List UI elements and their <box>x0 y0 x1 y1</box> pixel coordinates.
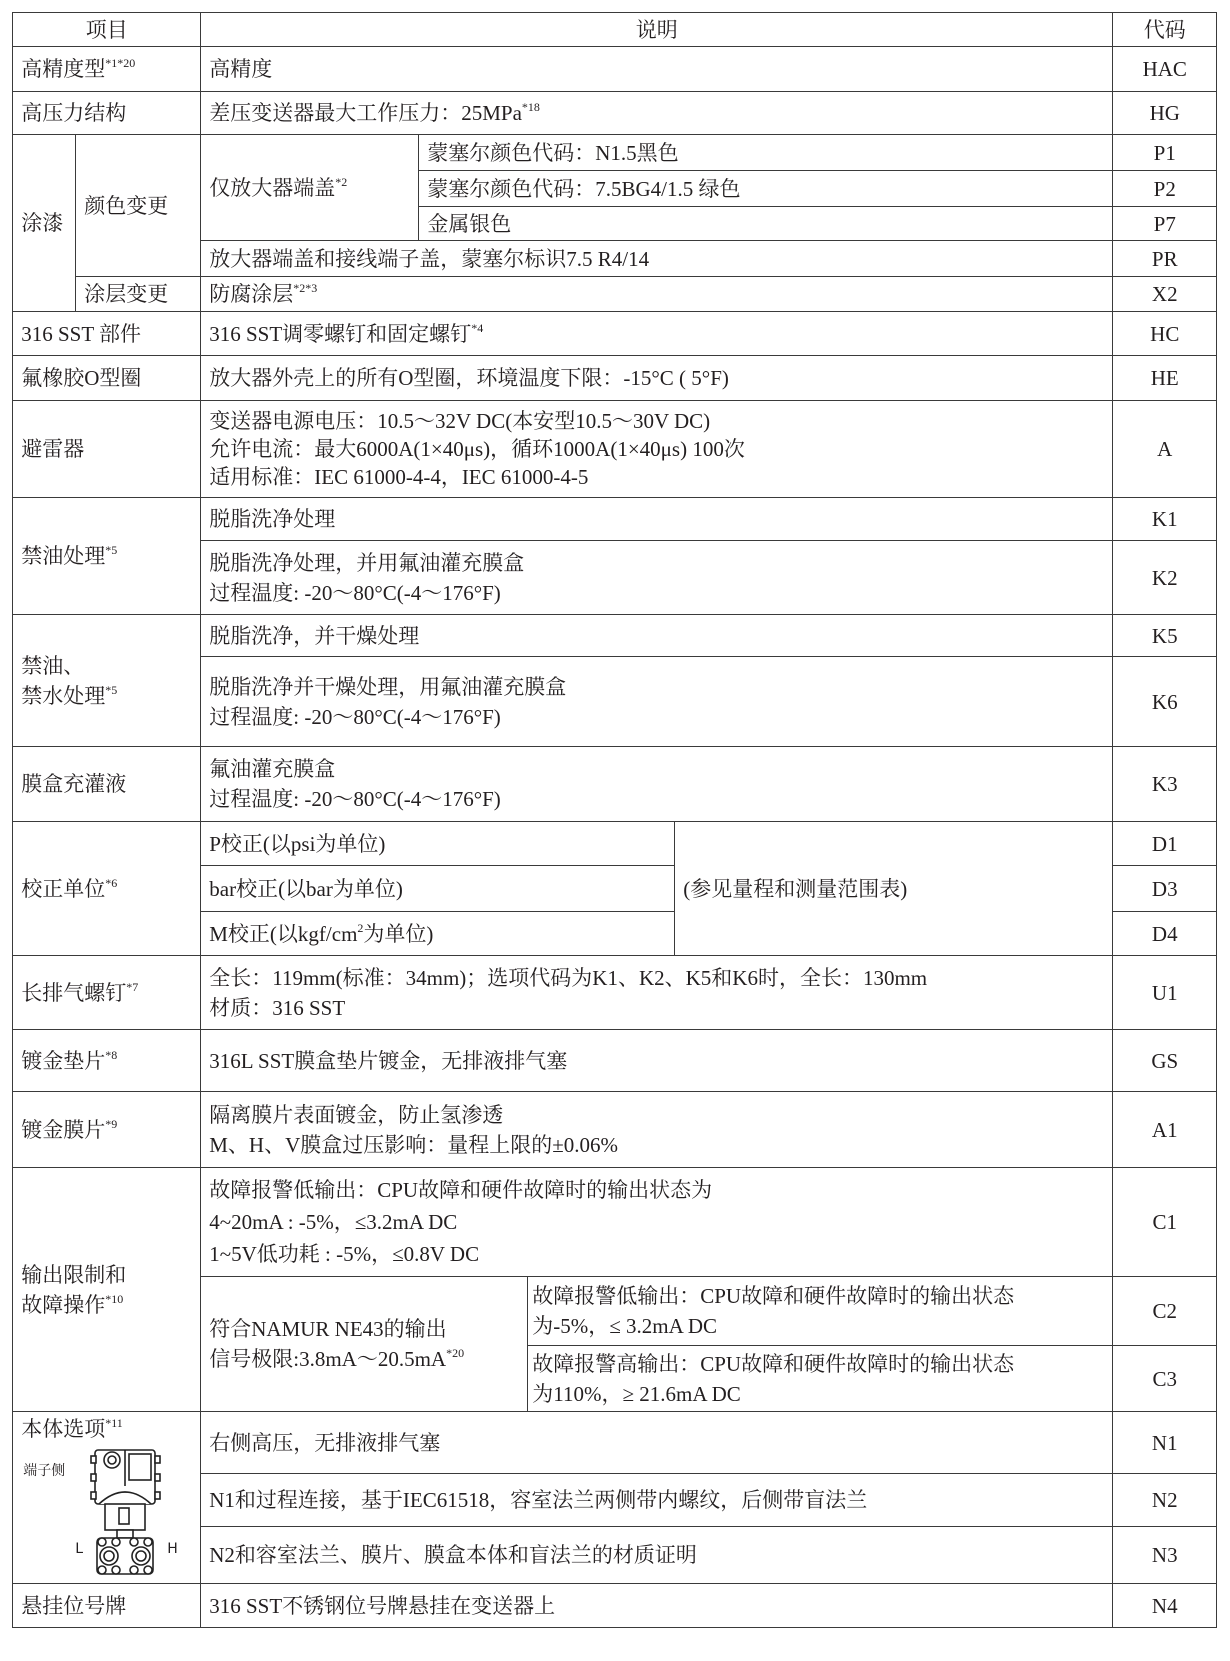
code-cell: X2 <box>1112 276 1217 312</box>
item-cell: 氟橡胶O型圈 <box>12 355 201 401</box>
footnote: *9 <box>105 1116 118 1131</box>
subitem-cell: 涂层变更 <box>75 276 201 312</box>
code-cell: D4 <box>1112 911 1217 956</box>
desc-line: 故障报警高输出：CPU故障和硬件故障时的输出状态 <box>532 1351 1015 1376</box>
transmitter-diagram-icon <box>89 1446 163 1578</box>
desc-cell <box>200 1167 1113 1277</box>
desc-cell: 脱脂洗净，并干燥处理 <box>200 614 1113 657</box>
footnote: *5 <box>105 682 118 697</box>
desc-line: 1~5V低功耗 : -5%，≤0.8V DC <box>209 1242 480 1267</box>
desc-line: 隔离膜片表面镀金，防止氢渗透 <box>209 1102 504 1127</box>
desc-line: 变送器电源电压：10.5～32V DC(本安型10.5～30V DC) <box>209 409 711 434</box>
footnote: *1*20 <box>105 56 136 71</box>
desc-cell <box>200 311 1113 356</box>
footnote: *7 <box>126 979 139 994</box>
code-cell: A1 <box>1112 1091 1217 1168</box>
subitem-cell: 颜色变更 <box>75 134 201 277</box>
code-cell: GS <box>1112 1029 1217 1092</box>
code-cell: K5 <box>1112 614 1217 657</box>
code-cell: N3 <box>1112 1526 1217 1584</box>
desc-cell <box>527 1345 1113 1412</box>
footnote: *6 <box>105 875 118 890</box>
desc-line: 信号极限:3.8mA～20.5mA <box>209 1347 447 1372</box>
code-cell: N1 <box>1112 1411 1217 1474</box>
footnote: *5 <box>105 543 118 558</box>
desc-line: 过程温度: -20～80°C(-4～176°F) <box>209 580 501 605</box>
note-cell: (参见量程和测量范围表) <box>674 821 1113 956</box>
desc-cell: 蒙塞尔颜色代码：7.5BG4/1.5 绿色 <box>418 170 1113 207</box>
item-label: 高精度型 <box>21 57 106 82</box>
desc-line: 适用标准：IEC 61000-4-4，IEC 61000-4-5 <box>209 465 589 490</box>
desc-line: 全长：119mm(标准：34mm)；选项代码为K1、K2、K5和K6时，全长：130mm <box>209 965 928 990</box>
item-cell <box>12 821 201 956</box>
superscript: 2 <box>357 920 364 935</box>
footnote: *2 <box>335 174 348 189</box>
desc-line: 故障报警低输出：CPU故障和硬件故障时的输出状态 <box>532 1284 1015 1309</box>
desc-line: 4~20mA : -5%，≤3.2mA DC <box>209 1210 458 1235</box>
desc-cell <box>200 540 1113 615</box>
item-label: 禁油处理 <box>21 544 106 569</box>
desc-cell: 316 SST不锈钢位号牌悬挂在变送器上 <box>200 1583 1113 1628</box>
desc-cell <box>200 911 675 956</box>
item-label: 本体选项 <box>21 1417 106 1442</box>
code-cell: C3 <box>1112 1345 1217 1412</box>
footnote: *4 <box>471 320 484 335</box>
item-label: 校正单位 <box>21 876 106 901</box>
desc-line: 材质：316 SST <box>209 995 346 1020</box>
code-cell: A <box>1112 400 1217 498</box>
footnote: *11 <box>105 1416 123 1431</box>
item-label: 输出限制和 <box>21 1262 127 1287</box>
code-cell: P7 <box>1112 206 1217 241</box>
terminal-side-label: 端子侧 <box>23 1463 66 1480</box>
desc-cell: 316L SST膜盒垫片镀金，无排液排气塞 <box>200 1029 1113 1092</box>
item-cell <box>12 46 201 92</box>
desc-cell: 高精度 <box>200 46 1113 92</box>
item-cell: 膜盒充灌液 <box>12 746 201 822</box>
item-cell: 悬挂位号牌 <box>12 1583 201 1628</box>
code-cell: N4 <box>1112 1583 1217 1628</box>
desc-cell: P校正(以psi为单位) <box>200 821 675 866</box>
desc-text: 316 SST调零螺钉和固定螺钉 <box>209 321 472 346</box>
code-cell: HC <box>1112 311 1217 356</box>
item-cell <box>12 497 201 615</box>
code-cell: P1 <box>1112 134 1217 171</box>
footnote: *10 <box>105 1291 124 1306</box>
item-label: 镀金垫片 <box>21 1048 106 1073</box>
desc-cell: N2和容室法兰、膜片、膜盒本体和盲法兰的材质证明 <box>200 1526 1113 1584</box>
desc-cell <box>200 134 419 241</box>
desc-line: 脱脂洗净并干燥处理，用氟油灌充膜盒 <box>209 674 567 699</box>
code-cell: P2 <box>1112 170 1217 207</box>
desc-line: 脱脂洗净处理，并用氟油灌充膜盒 <box>209 550 525 575</box>
footnote: *18 <box>521 100 540 115</box>
code-cell: K2 <box>1112 540 1217 615</box>
footnote: *2*3 <box>293 281 318 296</box>
item-cell <box>12 955 201 1030</box>
desc-cell <box>200 656 1113 747</box>
code-cell: K6 <box>1112 656 1217 747</box>
desc-line: 为-5%，≤ 3.2mA DC <box>532 1314 718 1339</box>
item-cell <box>12 614 201 747</box>
desc-line: 故障报警低输出：CPU故障和硬件故障时的输出状态为 <box>209 1178 713 1203</box>
code-cell: U1 <box>1112 955 1217 1030</box>
header-item: 项目 <box>12 12 201 47</box>
item-label: 禁水处理 <box>21 683 106 708</box>
desc-line: 为110%，≥ 21.6mA DC <box>532 1381 741 1406</box>
desc-cell <box>200 746 1113 822</box>
item-cell: 316 SST 部件 <box>12 311 201 356</box>
desc-cell <box>200 91 1113 135</box>
desc-cell: bar校正(以bar为单位) <box>200 865 675 912</box>
desc-line: 符合NAMUR NE43的输出 <box>209 1317 447 1342</box>
item-cell <box>12 1167 201 1412</box>
desc-text: 差压变送器最大工作压力：25MPa <box>209 101 522 126</box>
desc-cell <box>527 1276 1113 1346</box>
desc-text: 防腐涂层 <box>209 282 294 307</box>
desc-text: 为单位) <box>363 921 434 946</box>
desc-text: M校正(以kgf/cm <box>209 921 358 946</box>
code-cell: C1 <box>1112 1167 1217 1277</box>
code-cell: D1 <box>1112 821 1217 866</box>
desc-cell <box>200 276 1113 312</box>
desc-cell: 脱脂洗净处理 <box>200 497 1113 541</box>
header-desc: 说明 <box>200 12 1113 47</box>
item-label: 故障操作 <box>21 1292 106 1317</box>
code-cell: N2 <box>1112 1473 1217 1527</box>
code-cell: C2 <box>1112 1276 1217 1346</box>
item-cell: 涂漆 <box>12 134 76 312</box>
item-cell <box>12 1411 201 1584</box>
code-cell: D3 <box>1112 865 1217 912</box>
desc-line: M、H、V膜盒过压影响：量程上限的±0.06% <box>209 1132 619 1157</box>
item-cell: 高压力结构 <box>12 91 201 135</box>
desc-cell <box>200 1091 1113 1168</box>
footnote: *20 <box>446 1346 465 1361</box>
item-cell <box>12 1091 201 1168</box>
desc-cell: 蒙塞尔颜色代码：N1.5黑色 <box>418 134 1113 171</box>
header-code: 代码 <box>1112 12 1217 47</box>
desc-line: 允许电流：最大6000A(1×40μs)，循环1000A(1×40μs) 100次 <box>209 437 745 462</box>
item-label: 禁油、 <box>21 653 85 678</box>
desc-cell: 金属银色 <box>418 206 1113 241</box>
desc-text: 仅放大器端盖 <box>209 175 336 200</box>
item-label: 镀金膜片 <box>21 1117 106 1142</box>
desc-cell <box>200 400 1113 498</box>
code-cell: PR <box>1112 240 1217 277</box>
desc-cell: 放大器端盖和接线端子盖，蒙塞尔标识7.5 R4/14 <box>200 240 1113 277</box>
desc-cell: N1和过程连接，基于IEC61518，容室法兰两侧带内螺纹，后侧带盲法兰 <box>200 1473 1113 1527</box>
item-label: 长排气螺钉 <box>21 980 127 1005</box>
code-cell: HAC <box>1112 46 1217 92</box>
item-cell <box>12 1029 201 1092</box>
desc-cell <box>200 1276 528 1412</box>
code-cell: HG <box>1112 91 1217 135</box>
desc-line: 氟油灌充膜盒 <box>209 757 336 782</box>
desc-cell: 右侧高压，无排液排气塞 <box>200 1411 1113 1474</box>
desc-line: 过程温度: -20～80°C(-4～176°F) <box>209 704 501 729</box>
desc-cell: 放大器外壳上的所有O型圈，环境温度下限：-15°C ( 5°F) <box>200 355 1113 401</box>
low-side-label: L <box>75 1541 84 1558</box>
footnote: *8 <box>105 1047 118 1062</box>
item-cell: 避雷器 <box>12 400 201 498</box>
code-cell: K3 <box>1112 746 1217 822</box>
desc-cell <box>200 955 1113 1030</box>
high-side-label: H <box>167 1541 178 1558</box>
desc-line: 过程温度: -20～80°C(-4～176°F) <box>209 787 501 812</box>
code-cell: K1 <box>1112 497 1217 541</box>
code-cell: HE <box>1112 355 1217 401</box>
